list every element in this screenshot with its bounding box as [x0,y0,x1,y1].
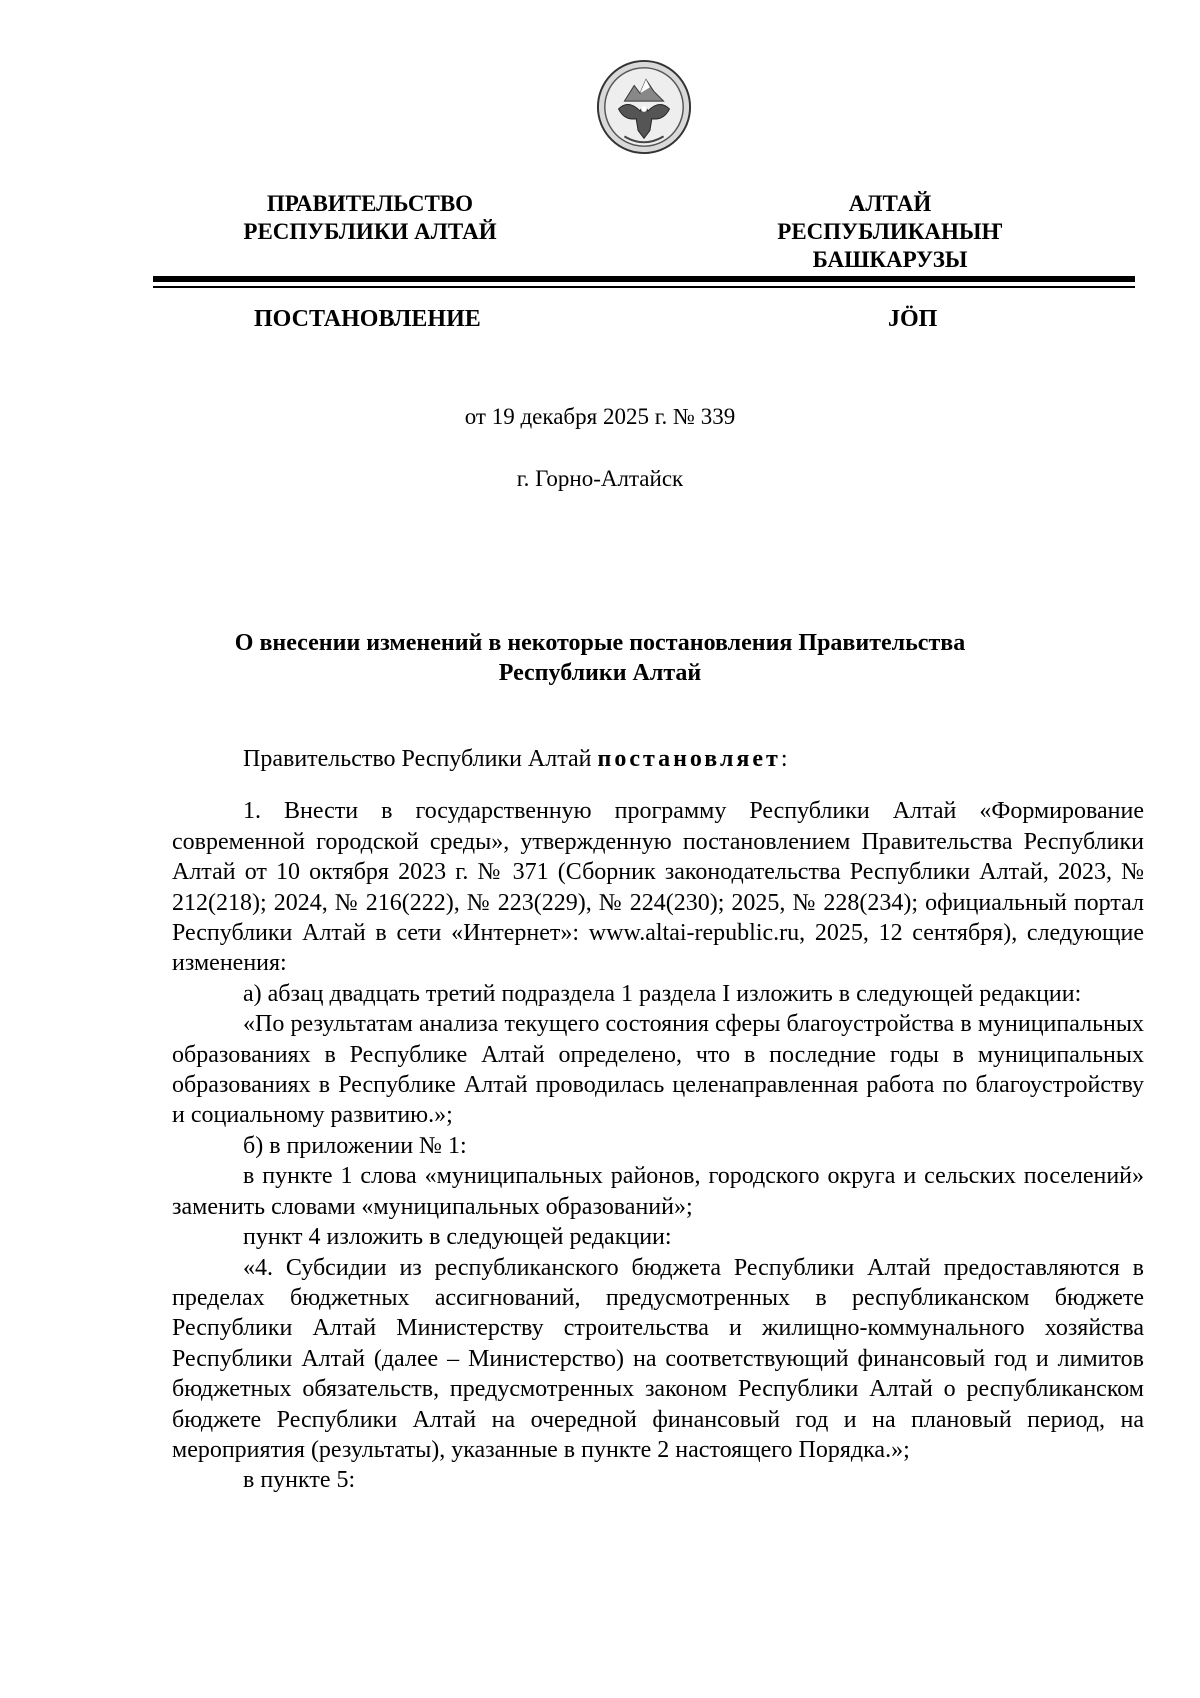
paragraph: а) абзац двадцать третий подраздела 1 раздела I изложить в следующей редакции: [243,980,1082,1007]
organization-name-altai-line: АЛТАЙ РЕСПУБЛИКАНЫҤ [777,191,1003,244]
document-body [172,744,1144,1496]
preamble-text: Правительство Республики Алтай [243,746,598,772]
document-title-line: Республики Алтай [498,660,702,686]
paragraph: «По результатам анализа текущего состояния сферы благоустройства в муниципальных образованиях в Республике Алтай определено, что в последние годы в муниципальных образованиях в Республике Алтай проводилась целенаправленная работа по благоустройству и социальному развитию.»; [172,1011,1144,1129]
organization-name-ru-line: ПРАВИТЕЛЬСТВО [266,191,474,216]
paragraph: б) в приложении № 1: [243,1132,467,1159]
organization-name-ru [240,190,500,246]
header-divider-thin [153,286,1135,288]
paragraph: 1. Внести в государственную программу Республики Алтай «Формирование современной городской среды», утвержденную постановлением Правительства Республики Алтай от 10 октября 2023 г. № 371 (Сборник законодательства Республики Алтай, 2023, № 212(218); 2024, № 216(222), № 223(229), № 224(230); 2025, № 228(234); официальный портал Республики Алтай в сети «Интернет»: www.altai-republic.ru, 2025, 12 сентября), следующие изменения: [172,798,1144,977]
document-title [200,628,1000,688]
organization-name-altai [740,190,1040,274]
document-type-ru: ПОСТАНОВЛЕНИЕ [254,306,481,332]
preamble [172,744,1144,774]
document-title-line: О внесении изменений в некоторые постановления Правительства [234,630,966,656]
coat-of-arms-icon [595,58,693,156]
paragraph: в пункте 5: [243,1467,356,1494]
organization-name-altai-line: БАШКАРУЗЫ [812,247,968,272]
paragraph: пункт 4 изложить в следующей редакции: [243,1224,672,1251]
document-city: г. Горно-Алтайск [516,466,684,491]
document-date-number: от 19 декабря 2025 г. № 339 [464,404,736,429]
organization-name-ru-line: РЕСПУБЛИКИ АЛТАЙ [243,219,497,244]
preamble-suffix: : [780,746,788,772]
preamble-emphasis: постановляет [597,746,781,772]
header-divider-thick [153,276,1135,282]
paragraph: в пункте 1 слова «муниципальных районов, городского округа и сельских поселений» заменить словами «муниципальных образований»; [172,1163,1144,1220]
document-type-altai: JÖП [888,306,938,332]
paragraph: «4. Субсидии из республиканского бюджета Республики Алтай предоставляются в пределах бюджетных ассигнований, предусмотренных в республиканском бюджете Республики Алтай Министерству строительства и жилищно-коммунального хозяйства Республики Алтай (далее – Министерство) на соответствующий финансовый год и лимитов бюджетных обязательств, предусмотренных законом Республики Алтай о республиканском бюджете Республики Алтай на очередной финансовый год и на плановый период, на мероприятия (результаты), указанные в пункте 2 настоящего Порядка.»; [172,1254,1144,1463]
